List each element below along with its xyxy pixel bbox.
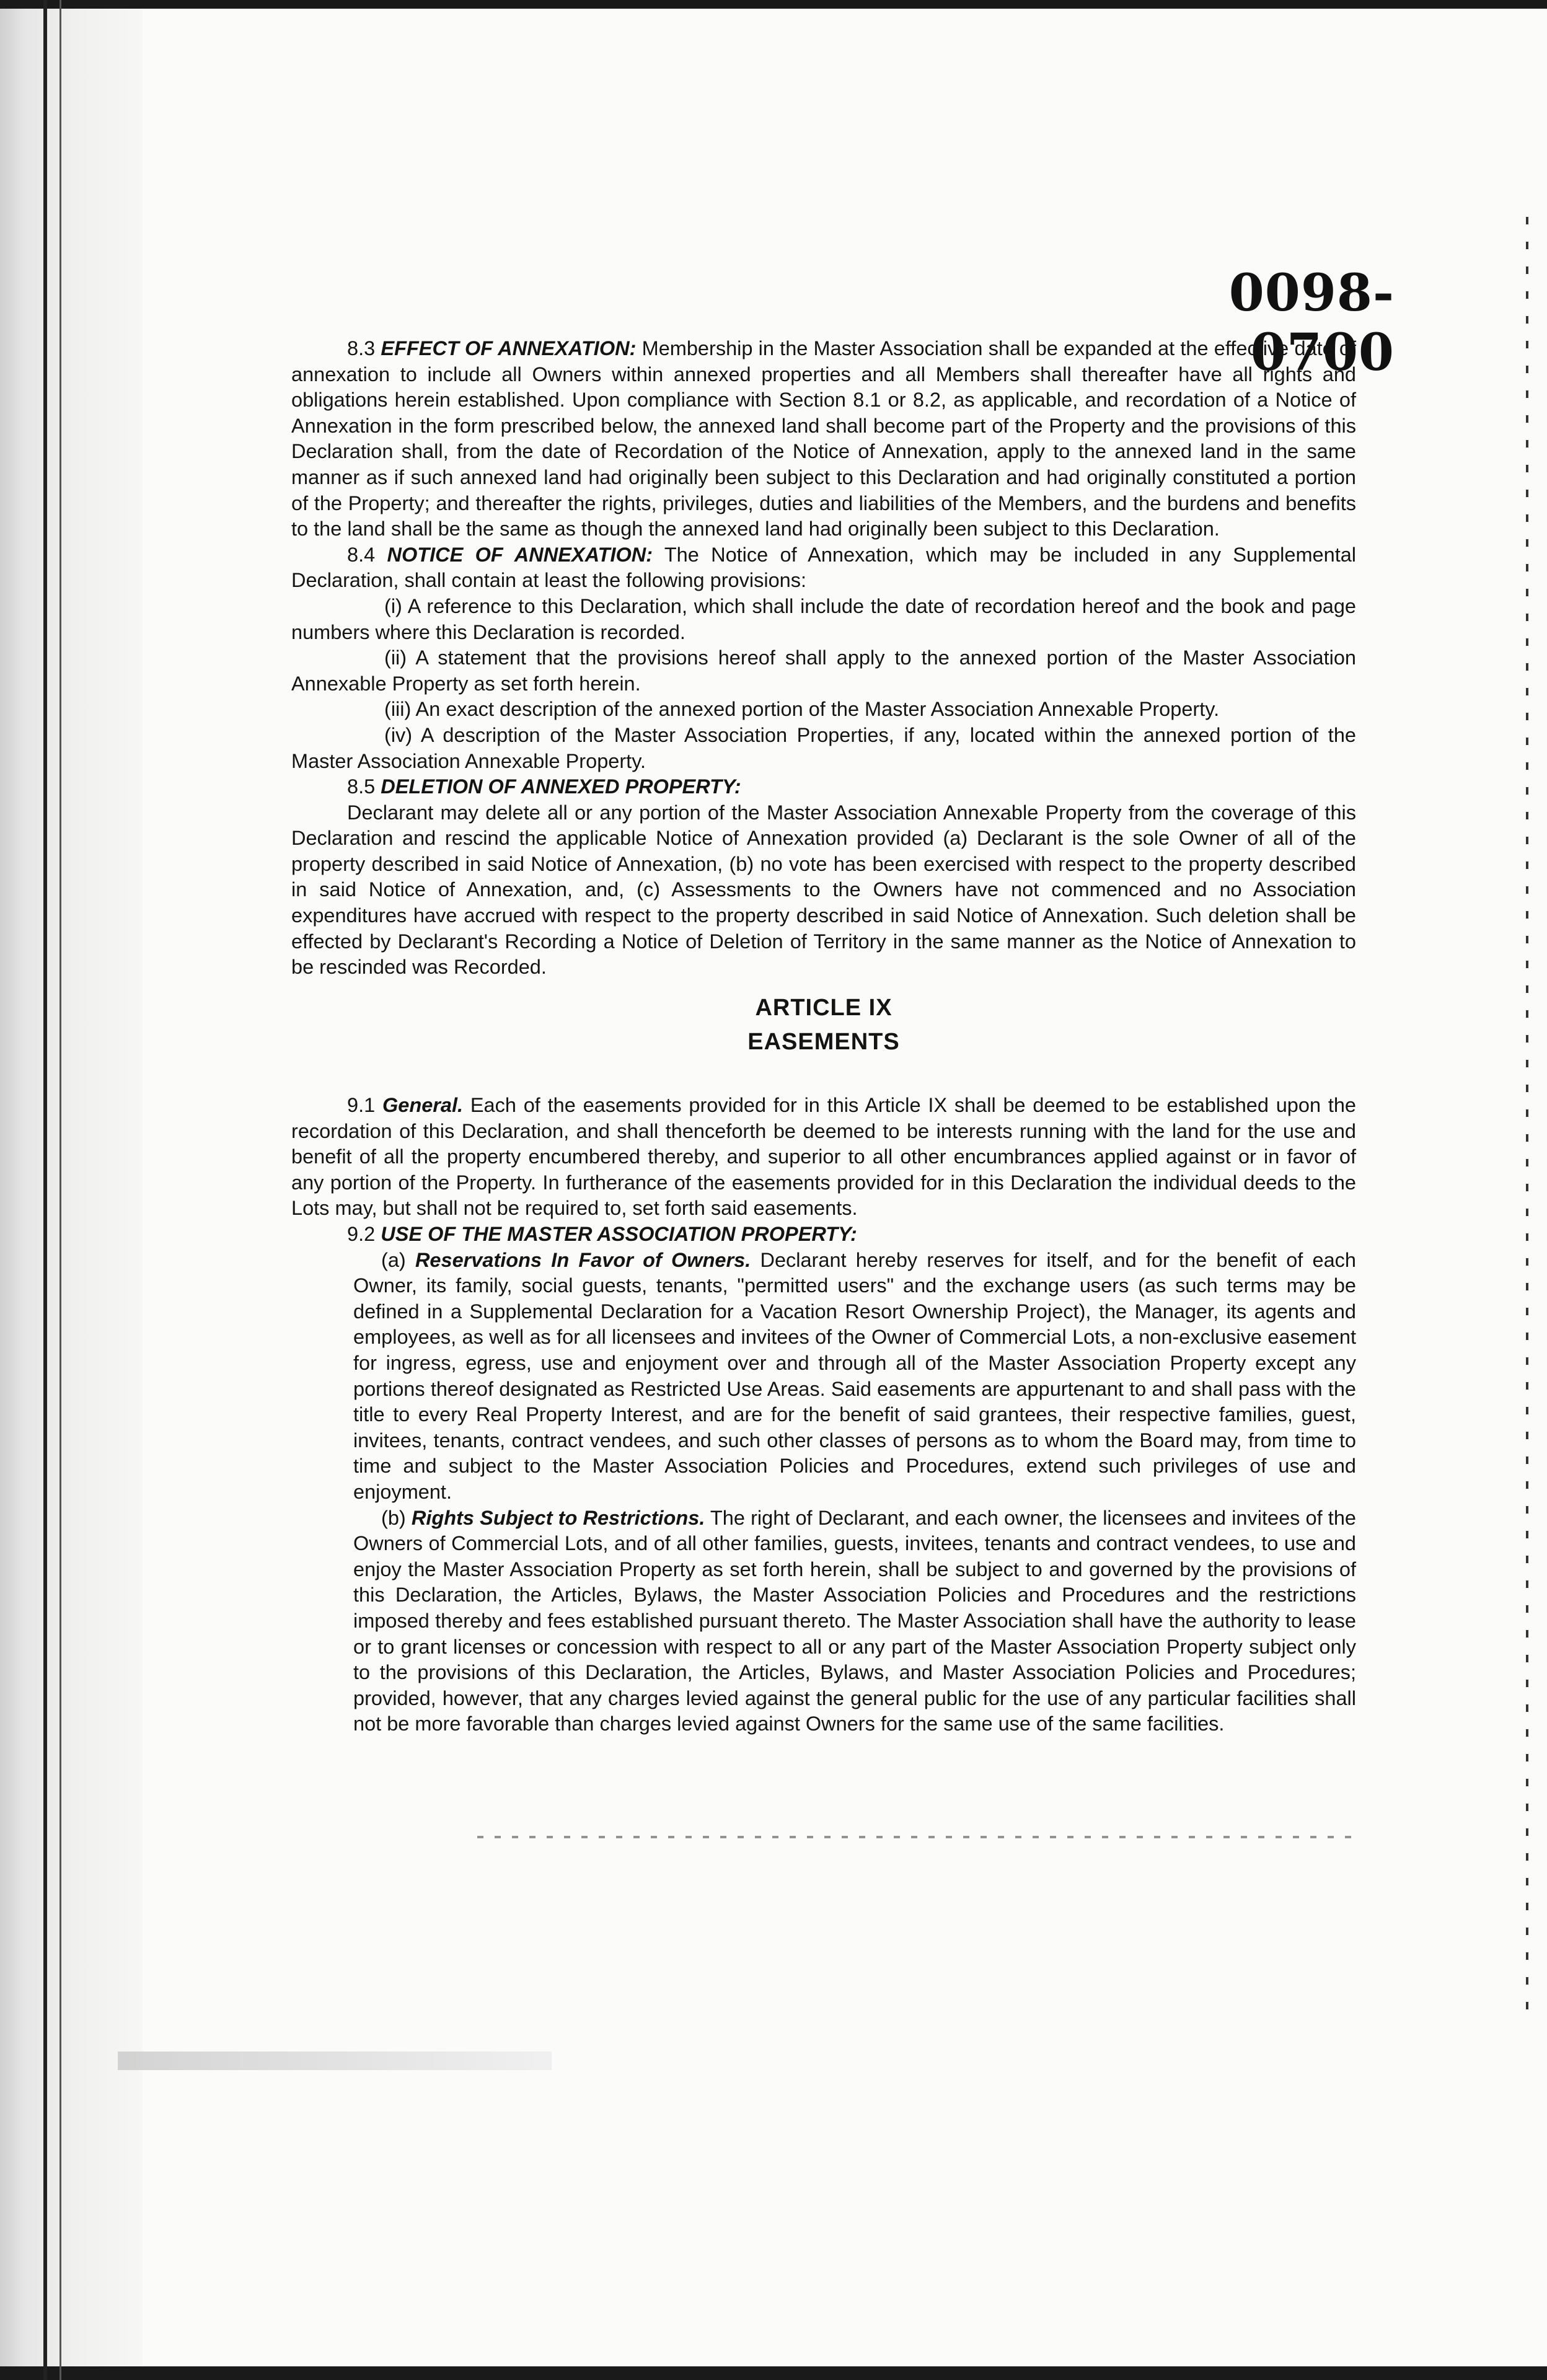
section-heading: NOTICE OF ANNEXATION: (387, 543, 653, 566)
scan-edge-right (1526, 217, 1528, 2014)
paragraph-8-4-i: (i) A reference to this Declaration, which shall include the date of recordation hereof and the book and page numbers where this Declaration is recorded. (291, 594, 1356, 643)
subsection-text: Declarant hereby reserves for itself, and for the benefit of each Owner, its family, social guests, tenants, "permitted users" and the exchange users (as such terms may be defined in a Supplemental Declaration for a Vacation Resort Ownership Project), the Manager, its agents and employees, as well as for all licensees and invitees of the Owner of Commercial Lots, a non-exclusive easement for ingress, egress, use and enjoyment over and through all of the Master Association Property except any portions thereof designated as Restricted Use Areas. Said easements are appurtenant to and shall pass with the title to every Real Property Interest, and are for the benefit of said grantees, their respective families, guest, invitees, tenants, contract vendees, and such other classes of persons as to whom the Board may, from time to time and subject to the Master Association Policies and Procedures, extend such privileges of use and enjoyment. (353, 1248, 1356, 1503)
binding-line-secondary (60, 0, 61, 2380)
subsection-heading: Reservations In Favor of Owners. (415, 1248, 751, 1271)
paragraph-8-4-iv: (iv) A description of the Master Association Properties, if any, located within the annexed portion of the Master Association Annexable Property. (291, 723, 1356, 772)
paragraph-8-5-body: Declarant may delete all or any portion of the Master Association Annexable Property from the coverage of this Declaration and rescind the applicable Notice of Annexation provided (a) Declarant is the sole Owner of all of the property described in said Notice of Annexation, (b) no vote has been exercised with respect to the property described in said Notice of Annexation, and, (c) Assessments to the Owners have not commenced and no Association expenditures have accrued with respect to the property described in said Notice of Annexation. Such deletion shall be effected by Declarant's Recording a Notice of Deletion of Territory in the same manner as the Notice of Annexation to be rescinded was Recorded. (291, 801, 1356, 979)
section-text: The Notice of Annexation, which may be included in any Supplemental Declaration, shall contain at least the following provisions: (291, 543, 1357, 592)
subsection-number: (b) (381, 1506, 406, 1529)
section-heading: General. (382, 1094, 464, 1117)
subsection-text: The right of Declarant, and each owner, the licensees and invitees of the Owners of Commercial Lots, and of all other families, guests, invitees, tenants and contract vendees, to use and enjoy the Master Association Property as set forth herein, shall be subject to and governed by the provisions of this Declaration, the Articles, Bylaws, the Master Association Policies and Procedures and the restrictions imposed thereby and fees established pursuant thereto. The Master Association shall have the authority to lease or to grant licenses or concession with respect to all or any part of the Master Association Property subject only to the provisions of this Declaration, the Articles, Bylaws, and Master Association Policies and Procedures; provided, however, that any charges levied against the general public for the use of any particular facilities shall not be more favorable than charges levied against Owners for the same use of the same facilities. (353, 1506, 1356, 1735)
paragraph-8-4-ii: (ii) A statement that the provisions hereof shall apply to the annexed portion of the Master Association Annexable Property as set forth herein. (291, 646, 1356, 695)
section-text: Membership in the Master Association shall be expanded at the effective date of annexation to include all Owners within annexed properties and all Members shall thereafter have all rights and obligations herein established. Upon compliance with Section 8.1 or 8.2, as applicable, and recordation of a Notice of Annexation in the form prescribed below, the annexed land shall become part of the Property and the provisions of this Declaration shall, from the date of Recordation of the Notice of Annexation, apply to the annexed land in the same manner as if such annexed land had originally been subject to this Declaration and had originally constituted a portion of the Property; and thereafter the rights, privileges, duties and liabilities of the Members, and the burdens and benefits to the land shall be the same as though the annexed land had originally been subject to this Declaration. (291, 337, 1357, 540)
scan-shadow-left (0, 0, 143, 2380)
scan-smudge (118, 2052, 552, 2070)
scan-edge-top (0, 0, 1547, 9)
paragraph-9-2-a (291, 1248, 1356, 1505)
binding-line (43, 0, 47, 2380)
paragraph-9-2-b (291, 1505, 1356, 1737)
section-heading: DELETION OF ANNEXED PROPERTY: (381, 775, 741, 798)
article-title: ARTICLE IX (755, 994, 892, 1021)
section-number: 8.3 (347, 337, 376, 359)
paragraph-8-4 (291, 542, 1356, 594)
section-number: 8.5 (347, 775, 376, 798)
section-text: Each of the easements provided for in this Article IX shall be deemed to be established upon the recordation of this Declaration, and shall thenceforth be deemed to be interests running with the land for the use and benefit of all the property encumbered thereby, and superior to all other encumbrances applied against or in favor of any portion of the Property. In furtherance of the easements provided for in this Declaration the individual deeds to the Lots may, but shall not be required to, set forth said easements. (291, 1094, 1356, 1220)
paragraph-8-4-iii: (iii) An exact description of the annexed portion of the Master Association Annexable Property. (384, 698, 1220, 721)
section-number: 9.2 (347, 1223, 376, 1245)
subsection-number: (a) (381, 1248, 406, 1271)
document-body (291, 336, 1356, 1737)
subsection-heading: Rights Subject to Restrictions. (411, 1506, 705, 1529)
section-number: 8.4 (347, 543, 376, 566)
scan-edge-bottom (0, 2366, 1547, 2380)
article-subtitle: EASEMENTS (747, 1029, 900, 1056)
paragraph-8-3 (291, 336, 1356, 542)
paragraph-9-2-heading (291, 1222, 1356, 1248)
section-heading: USE OF THE MASTER ASSOCIATION PROPERTY: (381, 1223, 857, 1245)
paragraph-8-5-heading (291, 774, 1356, 800)
dotted-line (477, 1836, 1351, 1838)
paragraph-9-1 (291, 1093, 1356, 1222)
section-heading: EFFECT OF ANNEXATION: (381, 337, 637, 359)
document-number: 0098-0700 (1228, 263, 1395, 382)
section-number: 9.1 (347, 1094, 376, 1117)
